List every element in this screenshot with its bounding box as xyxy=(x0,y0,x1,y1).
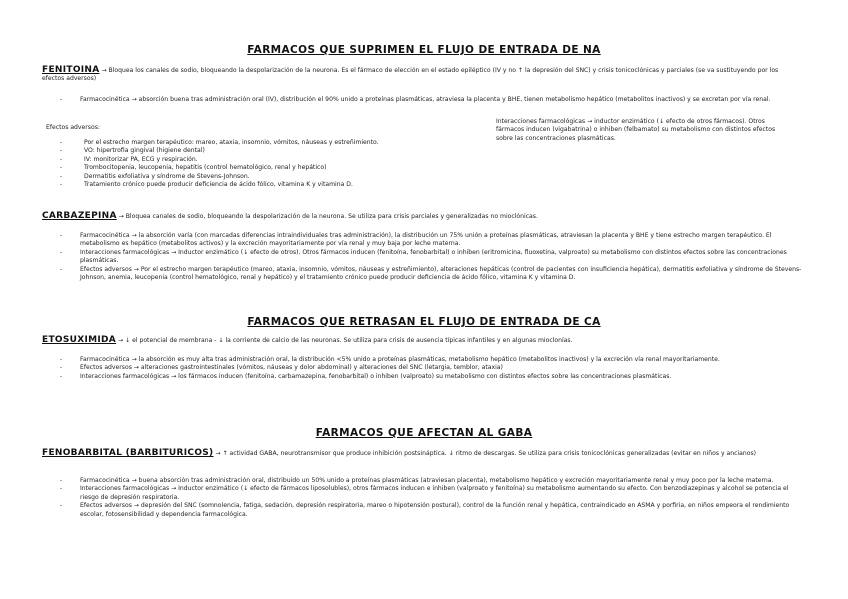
etosuximida-intro xyxy=(42,336,787,345)
etosuximida-intro-text: → ↓ el potencial de membrana - ↓ la corriente de calcio de las neuronas. Se utiliza para crisis de ausencia típicas infantiles y en algunas mioclonías. xyxy=(116,337,573,344)
fenitoina-intro-text: → Bloquea los canales de sodio, bloqueando la despolarización de la neurona. Es el fármaco de elección en el estado epiléptico (IV y no ↑ la depresión del SNC) y crisis tonicoclónicas y parciales (se va sustituyendo por los efectos adversos) xyxy=(42,67,779,83)
section-title-calcium: FARMACOS QUE RETRASAN EL FLUJO DE ENTRADA DE CA xyxy=(247,316,601,328)
fenobarbital-list xyxy=(42,477,802,519)
section-title-gaba: FARMACOS QUE AFECTAN AL GABA xyxy=(315,427,533,439)
adverse-label: Efectos adversos: xyxy=(46,124,100,131)
carbazepina-intro xyxy=(42,212,787,221)
etosuximida-list xyxy=(42,356,802,381)
fenitoina-intro xyxy=(42,66,787,84)
list-item: - Farmacocinética → la absorción varía (con marcadas diferencias intraindividuales tras administración), la distribución un 75% unión a proteínas plasmáticas, atraviesan la placenta y BHE y tiene estrecho margen terapéutico. El metabolismo es hepático (metabolitos activos) y la excreción mayoritariamente por vía renal y muy baja por leche materna. xyxy=(42,232,802,249)
drug-name-fenitoina: FENITOINA xyxy=(42,65,100,75)
fenitoina-interactions: Interacciones farmacológicas → inductor enzimático (↓ efecto de otros fármacos). Otros fármacos inducen (vigabatrina) o inhiben (felbamato) su metabolismo con distintos efectos sobre las concentraciones plasmáticas. xyxy=(496,118,776,142)
list-item: - Interacciones farmacológicas → los fármacos inducen (fenitoína, carbamazepina, fenobarbital) o inhiben (valproato) su metabolismo con distintos efectos sobre las concentraciones plasmáticas. xyxy=(42,373,802,381)
fenitoina-pk xyxy=(42,96,787,104)
list-item: - VO: hipertrofia gingival (higiene dental) xyxy=(42,147,482,155)
carbazepina-intro-text: → Bloquea canales de sodio, bloqueando la despolarización de la neurona. Se utiliza para crisis parciales y generalizadas no mioclónicas. xyxy=(116,213,538,220)
list-item: - Farmacocinética → buena absorción tras administración oral, distribuido un 50% unido a proteínas plasmáticas (atraviesan placenta), metabolismo hepático y excreción mayoritariamente renal y muy poco por la leche materna. xyxy=(42,477,802,485)
list-item: - IV: monitorizar PA, ECG y respiración. xyxy=(42,156,482,164)
list-item: - Tratamiento crónico puede producir deficiencia de ácido fólico, vitamina K y vitamina D. xyxy=(42,181,482,189)
drug-name-fenobarbital: FENOBARBITAL (BARBITURICOS) xyxy=(42,448,214,458)
list-item: - Interacciones farmacológicas → Inductor enzimático (↓ efecto de fármacos liposolubles), otros fármacos inducen e inhiben (valproato y fenitoína) su metabolismo aumentando su efecto. Con benzodiazepinas y alcohol se potencia el riesgo de depresión respiratoria. xyxy=(42,485,802,502)
list-item: - Por el estrecho margen terapéutico: mareo, ataxia, insomnio, vómitos, náuseas y estreñimiento. xyxy=(42,139,482,147)
fenobarbital-intro xyxy=(42,449,787,458)
section-title-sodium: FARMACOS QUE SUPRIMEN EL FLUJO DE ENTRADA DE NA xyxy=(247,44,601,56)
drug-name-etosuximida: ETOSUXIMIDA xyxy=(42,335,117,345)
list-item: - Efectos adversos → alteraciones gastrointestinales (vómitos, náuseas y dolor abdominal) y alteraciones del SNC (letargia, temblor, ataxia) xyxy=(42,364,802,372)
fenitoina-adverse-list xyxy=(42,139,482,189)
drug-name-carbazepina: CARBAZEPINA xyxy=(42,211,117,221)
list-item: - Dermatitis exfoliativa y síndrome de Stevens-Johnson. xyxy=(42,173,482,181)
list-item: - Interacciones farmacológicas → Inductor enzimático (↓ efecto de otros). Otros fármacos inducen (fenitoína, fenobarbital) o inhiben (eritromicina, fluoxetina, valproato) su metabolismo con distintos efectos sobre las concentraciones plasmáticas. xyxy=(42,249,802,266)
fenobarbital-intro-text: → ↑ actividad GABA, neurotransmisor que produce inhibición postsináptica. ↓ ritmo de descargas. Se utiliza para crisis tonicoclónicas generalizadas (evitar en niños y ancianos) xyxy=(213,450,757,457)
list-item: - Trombocitopenia, leucopenia, hepatitis (control hematológico, renal y hepático) xyxy=(42,164,482,172)
carbazepina-list xyxy=(42,232,802,282)
list-item: - Efectos adversos → depresión del SNC (somnolencia, fatiga, sedación, depresión respiratoria, mareo o hipotensión postural), control de la función renal y hepática, contraindicado en ASMA y porfiria, en niños empeora el rendimiento escolar, fotosensibilidad y dependencia farmacológica. xyxy=(42,502,802,519)
list-item: - Efectos adversos → Por el estrecho margen terapéutico (mareo, ataxia, insomnio, vómitos, náuseas y estreñimiento), alteraciones hepáticas (control de pacientes con insuficiencia hepática), dermatitis exfoliativa y síndrome de Stevens-Johnson, anemia, leucopenia (control hematológico, renal y hepático) y el tratamiento crónico puede producir deficiencia de ácido fólico, vitamina K y vitamina D. xyxy=(42,266,802,283)
list-item: - Farmacocinética → la absorción es muy alta tras administración oral, la distribución <5% unido a proteínas plasmáticas, metabolismo hepático (metabolitos inactivos) y la excreción vía renal mayoritariamente. xyxy=(42,356,802,364)
list-item: - Farmacocinética → absorción buena tras administración oral (IV), distribución el 90% unido a proteínas plasmáticas, atraviesa la placenta y BHE, tienen metabolismo hepático (metabolitos inactivos) y se excretan por vía renal. xyxy=(42,96,787,104)
